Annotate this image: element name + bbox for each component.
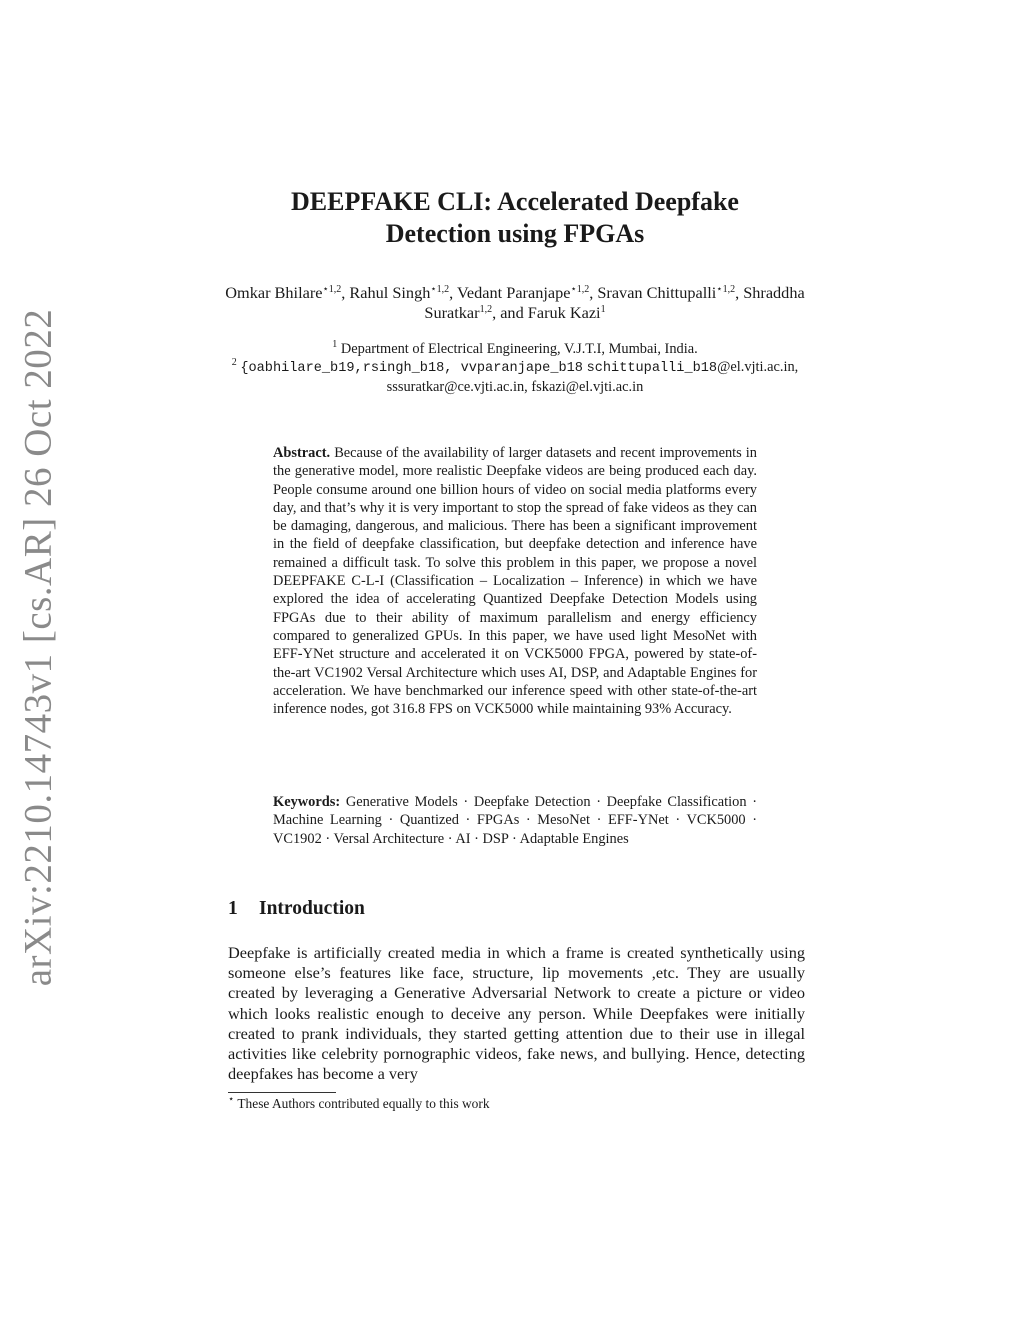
footnote-text: These Authors contributed equally to this work	[237, 1096, 490, 1111]
conjunction: and	[500, 303, 524, 322]
arxiv-sidebar-stamp	[16, 308, 60, 987]
equal-contribution-mark: ⋆	[570, 284, 577, 295]
affiliation-department: Department of Electrical Engineering, V.J.T.I, Mumbai, India.	[340, 341, 698, 357]
email-domain: @el.vjti.ac.in,	[717, 359, 799, 375]
email-list: schittupalli_b18	[586, 361, 718, 376]
keywords	[273, 793, 757, 848]
equal-contribution-mark: ⋆	[716, 284, 723, 295]
author-name: Sravan Chittupalli	[597, 283, 717, 302]
affiliations	[210, 340, 820, 396]
section-title: Introduction	[259, 898, 365, 919]
affiliation-marker: 1	[332, 339, 338, 350]
affiliation-mark: 1,2	[576, 284, 590, 295]
author-name: Shraddha Suratkar	[424, 283, 805, 322]
footnote	[228, 1095, 805, 1113]
abstract-text: Because of the availability of larger datasets and recent improvements in the generative model, more realistic Deepfake videos are being produced each day. People consume around one billion hours of video on social media platforms every day, and that’s why it is very important to stop the spread of fake videos as they can be damaging, dangerous, and malicious. There has been a significant improvement in the field of deepfake classification, but deepfake detection and inference have remained a difficult task. To solve this problem in this paper, we propose a novel DEEPFAKE C-L-I (Classification – Localization – Inference) in which we have explored the idea of accelerating Quantized Deepfake Detection Models using FPGAs due to their ability of maximum parallelism and energy efficiency compared to generalized GPUs. In this paper, we have used light MesoNet with EFF-YNet structure and accelerated it on VCK5000 FPGA, powered by state-of-the-art VC1902 Versal Architecture which uses AI, DSP, and Adaptable Engines for acceleration. We have benchmarked our inference speed with other state-of-the-art inference nodes, got 316.8 FPS on VCK5000 while maintaining 93% Accuracy.	[273, 445, 757, 718]
affiliation-mark: 1,2	[722, 284, 736, 295]
arxiv-identifier: arXiv:2210.14743v1 [cs.AR] 26 Oct 2022	[16, 308, 60, 987]
keywords-label: Keywords:	[273, 794, 341, 810]
author-name: Vedant Paranjape	[456, 283, 571, 302]
affiliation-1	[210, 340, 820, 358]
title-line-2: Detection using FPGAs	[385, 219, 645, 248]
abstract-label: Abstract.	[273, 445, 331, 461]
affiliation-mark: 1,2	[479, 304, 493, 315]
author-name: Rahul Singh	[349, 283, 431, 302]
email-list: {oabhilare_b19,rsingh_b18, vvparanjape_b18	[240, 361, 583, 376]
equal-contribution-mark: ⋆	[322, 284, 329, 295]
footnote-rule	[228, 1092, 336, 1093]
affiliation-emails: sssuratkar@ce.vjti.ac.in, fskazi@el.vjti.ac.in	[386, 379, 644, 395]
footnote-marker: ⋆	[228, 1094, 235, 1105]
author-name: Faruk Kazi	[527, 303, 601, 322]
author-list: Omkar Bhilare$^{⋆1,2}$, Rahul Singh$^{⋆1,2}$, Vedant Paranjape$^{⋆1,2}$, Sravan Chittupalli$^{⋆1,2}$, Shraddha Suratkar$^{1,2}$, and Faruk Kazi$^1$	[225, 283, 805, 322]
affiliation-mark: 1	[600, 304, 606, 315]
introduction-paragraph: Deepfake is artificially created media in which a frame is created synthetically using someone else’s features like face, structure, lip movements ,etc. They are usually created by leveraging a Generative Adversarial Network to create a picture or video which looks realistic enough to deceive any person. While Deepfakes were initially created to prank individuals, they started getting attention due to their use in illegal activities like celebrity pornographic videos, fake news, and bullying. Hence, detecting deepfakes has become a very	[228, 943, 805, 1084]
section-heading	[228, 898, 365, 920]
title-line-1: DEEPFAKE CLI: Accelerated Deepfake	[291, 187, 739, 216]
affiliation-mark: 1,2	[436, 284, 450, 295]
affiliation-mark: 1,2	[328, 284, 342, 295]
affiliation-2	[210, 358, 820, 378]
keywords-text: Generative Models · Deepfake Detection · Deepfake Classification · Machine Learning · Quantized · FPGAs · MesoNet · EFF-YNet · VCK5000 · VC1902 · Versal Architecture · AI · DSP · Adaptable Engines	[273, 794, 757, 847]
affiliation-marker: 2	[231, 357, 237, 368]
author-name: Omkar Bhilare	[225, 283, 323, 302]
section-number: 1	[228, 898, 238, 919]
equal-contribution-mark: ⋆	[430, 284, 437, 295]
paper-title	[200, 186, 830, 250]
abstract	[273, 444, 757, 718]
